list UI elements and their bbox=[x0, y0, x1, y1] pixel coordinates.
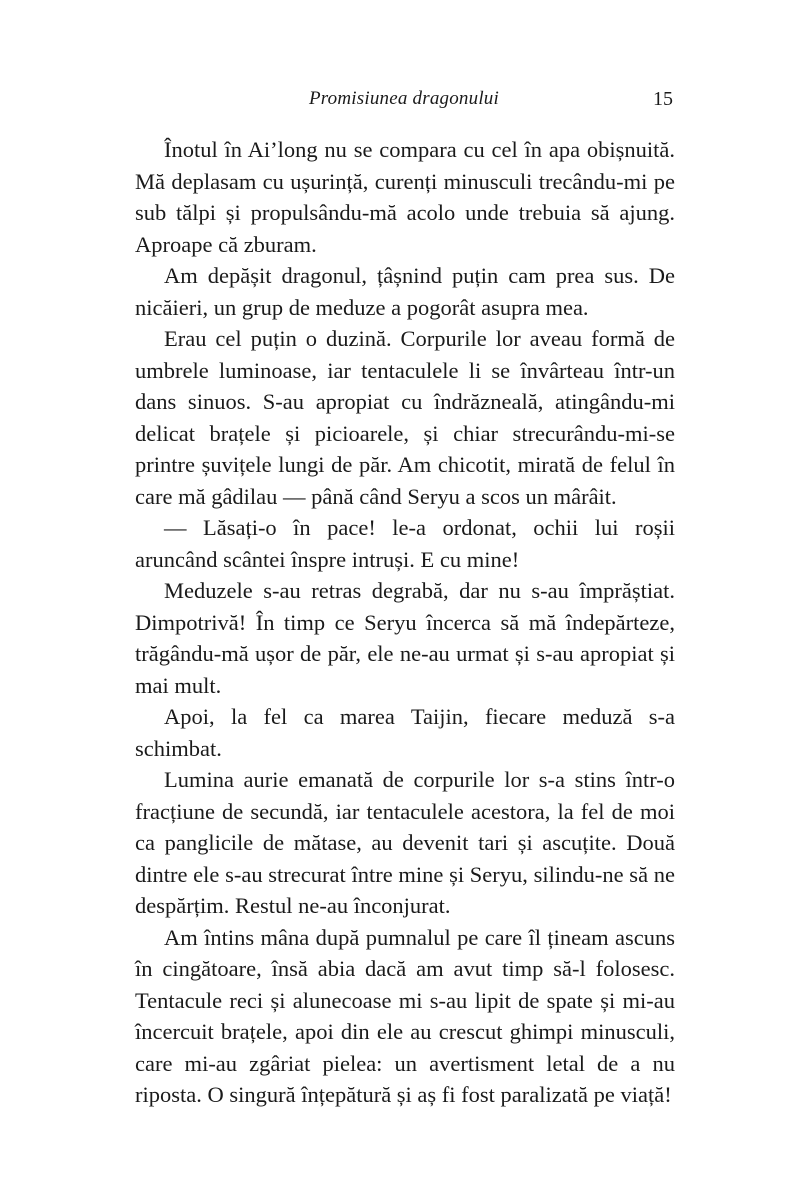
running-head bbox=[135, 88, 673, 118]
paragraph-5: Meduzele s-au retras degrabă, dar nu s-au împrăștiat. Dimpotrivă! În timp ce Seryu încerca să mă îndepărteze, trăgându-mă ușor de păr, ele ne-au urmat și s-au apropiat și mai mult. bbox=[135, 578, 675, 698]
page-number: 15 bbox=[653, 88, 673, 110]
body-text bbox=[135, 134, 675, 1111]
paragraph-6: Apoi, la fel ca marea Taijin, fiecare meduză s-a schimbat. bbox=[135, 704, 675, 761]
paragraph-4-dialogue: — Lăsați-o în pace! le-a ordonat, ochii lui roșii aruncând scântei înspre intruși. E cu mine! bbox=[135, 515, 675, 572]
paragraph-2: Am depășit dragonul, țâșnind puțin cam prea sus. De nicăieri, un grup de meduze a pogorât asupra mea. bbox=[135, 263, 675, 320]
paragraph-7: Lumina aurie emanată de corpurile lor s-a stins într-o fracțiune de secundă, iar tentaculele acestora, la fel de moi ca panglicile de mătase, au devenit tari și ascuțite. Două dintre ele s-au strecurat între mine și Seryu, silindu-ne să ne despărțim. Restul ne-au înconjurat. bbox=[135, 767, 675, 918]
running-title: Promisiunea dragonului bbox=[308, 88, 499, 109]
paragraph-1: Înotul în Ai’long nu se compara cu cel în apa obișnuită. Mă deplasam cu ușurință, curenți minusculi trecându-mi pe sub tălpi și propulsându-mă acolo unde trebuia să ajung. Aproape că zburam. bbox=[135, 137, 675, 257]
paragraph-8: Am întins mâna după pumnalul pe care îl țineam ascuns în cingătoare, însă abia dacă am avut timp să-l folosesc. Tentacule reci și alunecoase mi s-au lipit de spate și mi-au încercuit brațele, apoi din ele au crescut ghimpi minusculi, care mi-au zgâriat pielea: un avertisment letal de a nu riposta. O singură înțepătură și aș fi fost paralizată pe viață! bbox=[135, 924, 675, 1107]
paragraph-3: Erau cel puțin o duzină. Corpurile lor aveau formă de umbrele luminoase, iar tentaculele li se învârteau într-un dans sinuos. S-au apropiat cu îndrăzneală, atingându-mi delicat brațele și picioarele, și chiar strecurându-mi-se printre șuvițele lungi de păr. Am chicotit, mirată de felul în care mă gâdilau — până când Seryu a scos un mârâit. bbox=[135, 326, 675, 509]
